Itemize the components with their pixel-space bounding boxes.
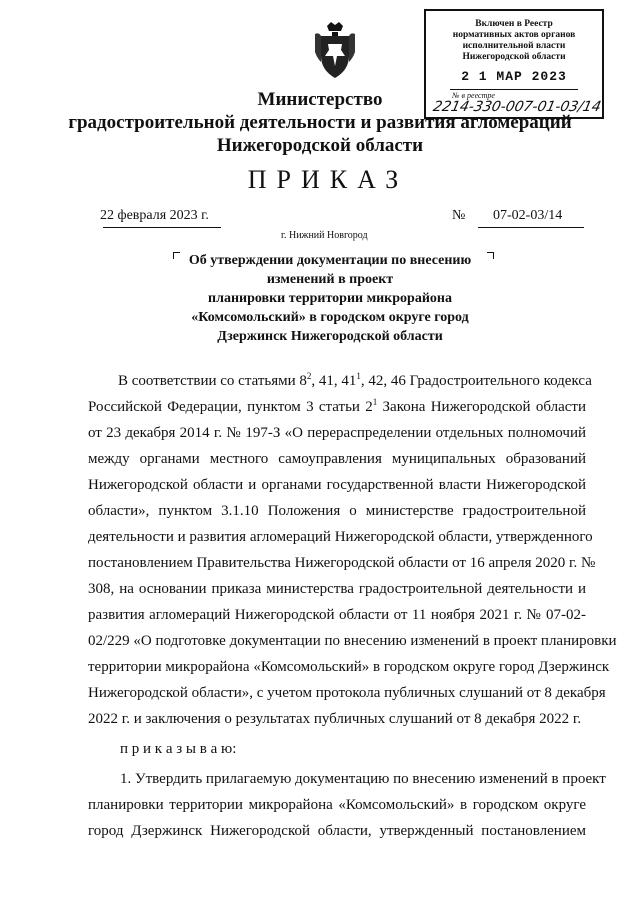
date-underline bbox=[103, 227, 221, 228]
body-line: планировки территории микрорайона «Комсомольский» в городском округе bbox=[88, 797, 586, 813]
document-title-line-5: Дзержинск Нижегородской области bbox=[217, 329, 443, 344]
number-underline bbox=[478, 227, 584, 228]
body-line: 308, на основании приказа министерства градостроительной деятельности и bbox=[88, 581, 586, 597]
body-line: Нижегородской области и органами государственной власти Нижегородской bbox=[88, 477, 586, 493]
body-line: Нижегородской области», с учетом протокола публичных слушаний от 8 декабря bbox=[88, 685, 606, 701]
document-title-line-1: Об утверждении документации по внесению bbox=[188, 253, 472, 268]
document-title-line-4: «Комсомольский» в городском округе город bbox=[191, 310, 469, 325]
body-line: территории микрорайона «Комсомольский» в городском округе город Дзержинск bbox=[88, 659, 610, 675]
body-line: В соответствии со статьями $8^2$, 41, $41^1$, 42, 46 Градостроительного кодекса bbox=[118, 371, 592, 389]
body-line: между органами местного самоуправления муниципальных образований bbox=[88, 451, 586, 467]
body-line: 1. Утвердить прилагаемую документацию по внесению изменений в проект bbox=[120, 771, 606, 787]
order-date: 22 февраля 2023 г. bbox=[100, 208, 209, 223]
body-line: 02/229 «О подготовке документации по внесению изменений в проект планировки bbox=[88, 633, 617, 649]
document-type-title: ПРИКАЗ bbox=[247, 165, 409, 194]
body-line: развития агломераций Нижегородской области от 11 ноября 2021 г. № 07-02- bbox=[88, 607, 586, 623]
stamp-line-3: исполнительной власти bbox=[462, 41, 566, 51]
ministry-name-line-2: градостроительной деятельности и развития агломераций bbox=[68, 112, 572, 133]
issue-city: г. Нижний Новгород bbox=[281, 230, 368, 241]
order-number-label: № bbox=[452, 208, 466, 223]
stamp-line-1: Включен в Реестр bbox=[475, 19, 553, 29]
ministry-name-line-3: Нижегородской области bbox=[216, 135, 424, 156]
body-line: постановлением Правительства Нижегородской области от 16 апреля 2020 г. № bbox=[88, 555, 596, 571]
order-command-word: п р и к а з ы в а ю: bbox=[120, 741, 237, 757]
stamp-date: 2 1 МАР 2023 bbox=[461, 69, 567, 84]
document-title-line-3: планировки территории микрорайона bbox=[208, 291, 452, 306]
stamp-line-4: Нижегородской области bbox=[462, 52, 566, 62]
order-number: 07-02-03/14 bbox=[493, 208, 563, 223]
ministry-name-line-1: Министерство bbox=[257, 89, 383, 110]
body-line: области», пунктом 3.1.10 Положения о министерстве градостроительной bbox=[88, 503, 586, 519]
body-line: 2022 г. и заключения о результатах публичных слушаний от 8 декабря 2022 г. bbox=[88, 711, 582, 727]
body-line: город Дзержинск Нижегородской области, утвержденный постановлением bbox=[88, 823, 586, 839]
coat-of-arms-icon bbox=[315, 22, 355, 82]
stamp-registry-number-label: № в реестре bbox=[452, 91, 495, 100]
stamp-line-2: нормативных актов органов bbox=[452, 30, 576, 40]
body-line: Российской Федерации, пунктом 3 статьи $2^1$ Закона Нижегородской области bbox=[88, 397, 587, 415]
body-line: деятельности и развития агломераций Нижегородской области, утвержденного bbox=[88, 529, 593, 545]
stamp-handwritten-number: 2214-330-007-01-03/14 bbox=[431, 99, 603, 115]
body-line: от 23 декабря 2014 г. № 197-З «О перераспределении отдельных полномочий bbox=[88, 425, 586, 441]
document-title-line-2: изменений в проект bbox=[266, 272, 394, 287]
